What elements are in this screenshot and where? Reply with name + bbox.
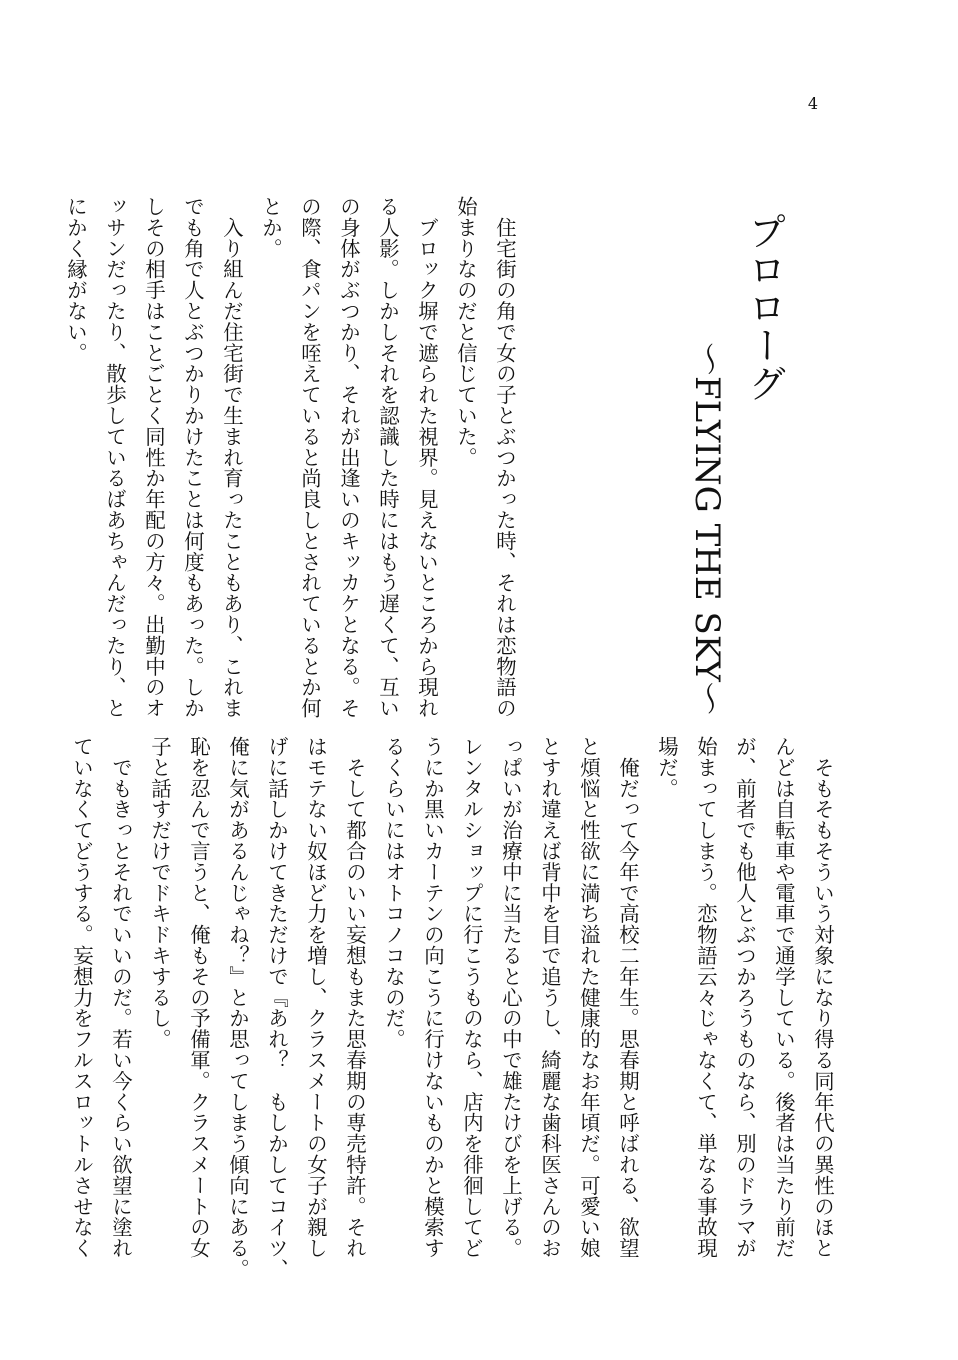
text-line: とすれ違えば背中を目で追うし、綺麗な歯科医さんのお (538, 736, 562, 1259)
text-line: んどは自転車や電車で通学している。後者は当たり前だ (772, 736, 796, 1259)
text-line: 俺に気があるんじゃね？』とか思ってしまう傾向にある。 (226, 736, 250, 1280)
chapter-title-main: プロローグ (742, 212, 786, 402)
text-line: るくらいにはオトコノコなのだ。 (382, 736, 406, 1050)
chapter-title (678, 212, 788, 716)
text-line: っぱいが治療中に当たると心の中で雄たけびを上げる。 (499, 736, 523, 1259)
text-line: うにか黒いカーテンの向こうに行けないものかと模索す (421, 736, 445, 1259)
text-line: にかく縁がない。 (64, 196, 88, 364)
body-text-upper (56, 196, 524, 719)
text-line: でも角で人とぶつかりかけたことは何度もあった。しか (181, 196, 205, 719)
text-line: 住宅街の角で女の子とぶつかった時、それは恋物語の (493, 196, 517, 719)
text-line: 始まりなのだと信じていた。 (454, 196, 478, 468)
page-number: 4 (807, 94, 818, 113)
text-line: そもそもそういう対象になり得る同年代の異性のほと (811, 736, 835, 1259)
text-line: でもきっとそれでいいのだ。若い今くらい欲望に塗れ (109, 736, 133, 1259)
text-line: ていなくてどうする。妄想力をフルスロットルさせなく (70, 736, 94, 1259)
text-line: 始まってしまう。恋物語云々じゃなくて、単なる事故現 (694, 736, 718, 1259)
text-line: 恥を忍んで言うと、俺もその予備軍。クラスメートの女 (187, 736, 211, 1259)
text-line: の際、食パンを咥えていると尚良しとされているとか何 (298, 196, 322, 719)
text-line: 俺だって今年で高校二年生。思春期と呼ばれる、欲望 (616, 736, 640, 1259)
text-line: 場だ。 (655, 736, 679, 799)
text-line: しその相手はことごとく同性か年配の方々。出勤中のオ (142, 196, 166, 719)
text-line: ブロック塀で遮られた視界。見えないところから現れ (415, 196, 439, 719)
text-line: の身体がぶつかり、それが出逢いのキッカケとなる。そ (337, 196, 361, 719)
text-line: が、前者でも他人とぶつかろうものなら、別のドラマが (733, 736, 757, 1259)
text-line: ッサンだったり、散歩しているばあちゃんだったり、と (103, 196, 127, 719)
text-line: そして都合のいい妄想もまた思春期の専売特許。それ (343, 736, 367, 1259)
text-line: とか。 (259, 196, 283, 259)
text-line: レンタルショップに行こうものなら、店内を徘徊してど (460, 736, 484, 1259)
text-line: 入り組んだ住宅街で生まれ育ったこともあり、これま (220, 196, 244, 719)
body-text-lower (62, 736, 842, 1296)
text-line: 子と話すだけでドキドキするし。 (148, 736, 172, 1050)
text-line: はモテない奴ほど力を増し、クラスメートの女子が親し (304, 736, 328, 1259)
text-line: る人影。しかしそれを認識した時にはもう遅くて、互い (376, 196, 400, 719)
chapter-title-subtitle: ～FLYING THE SKY～ (687, 342, 727, 716)
text-line: げに話しかけてきただけで『あれ？ もしかしてコイツ、 (265, 736, 289, 1280)
text-line: と煩悩と性欲に満ち溢れた健康的なお年頃だ。可愛い娘 (577, 736, 601, 1259)
